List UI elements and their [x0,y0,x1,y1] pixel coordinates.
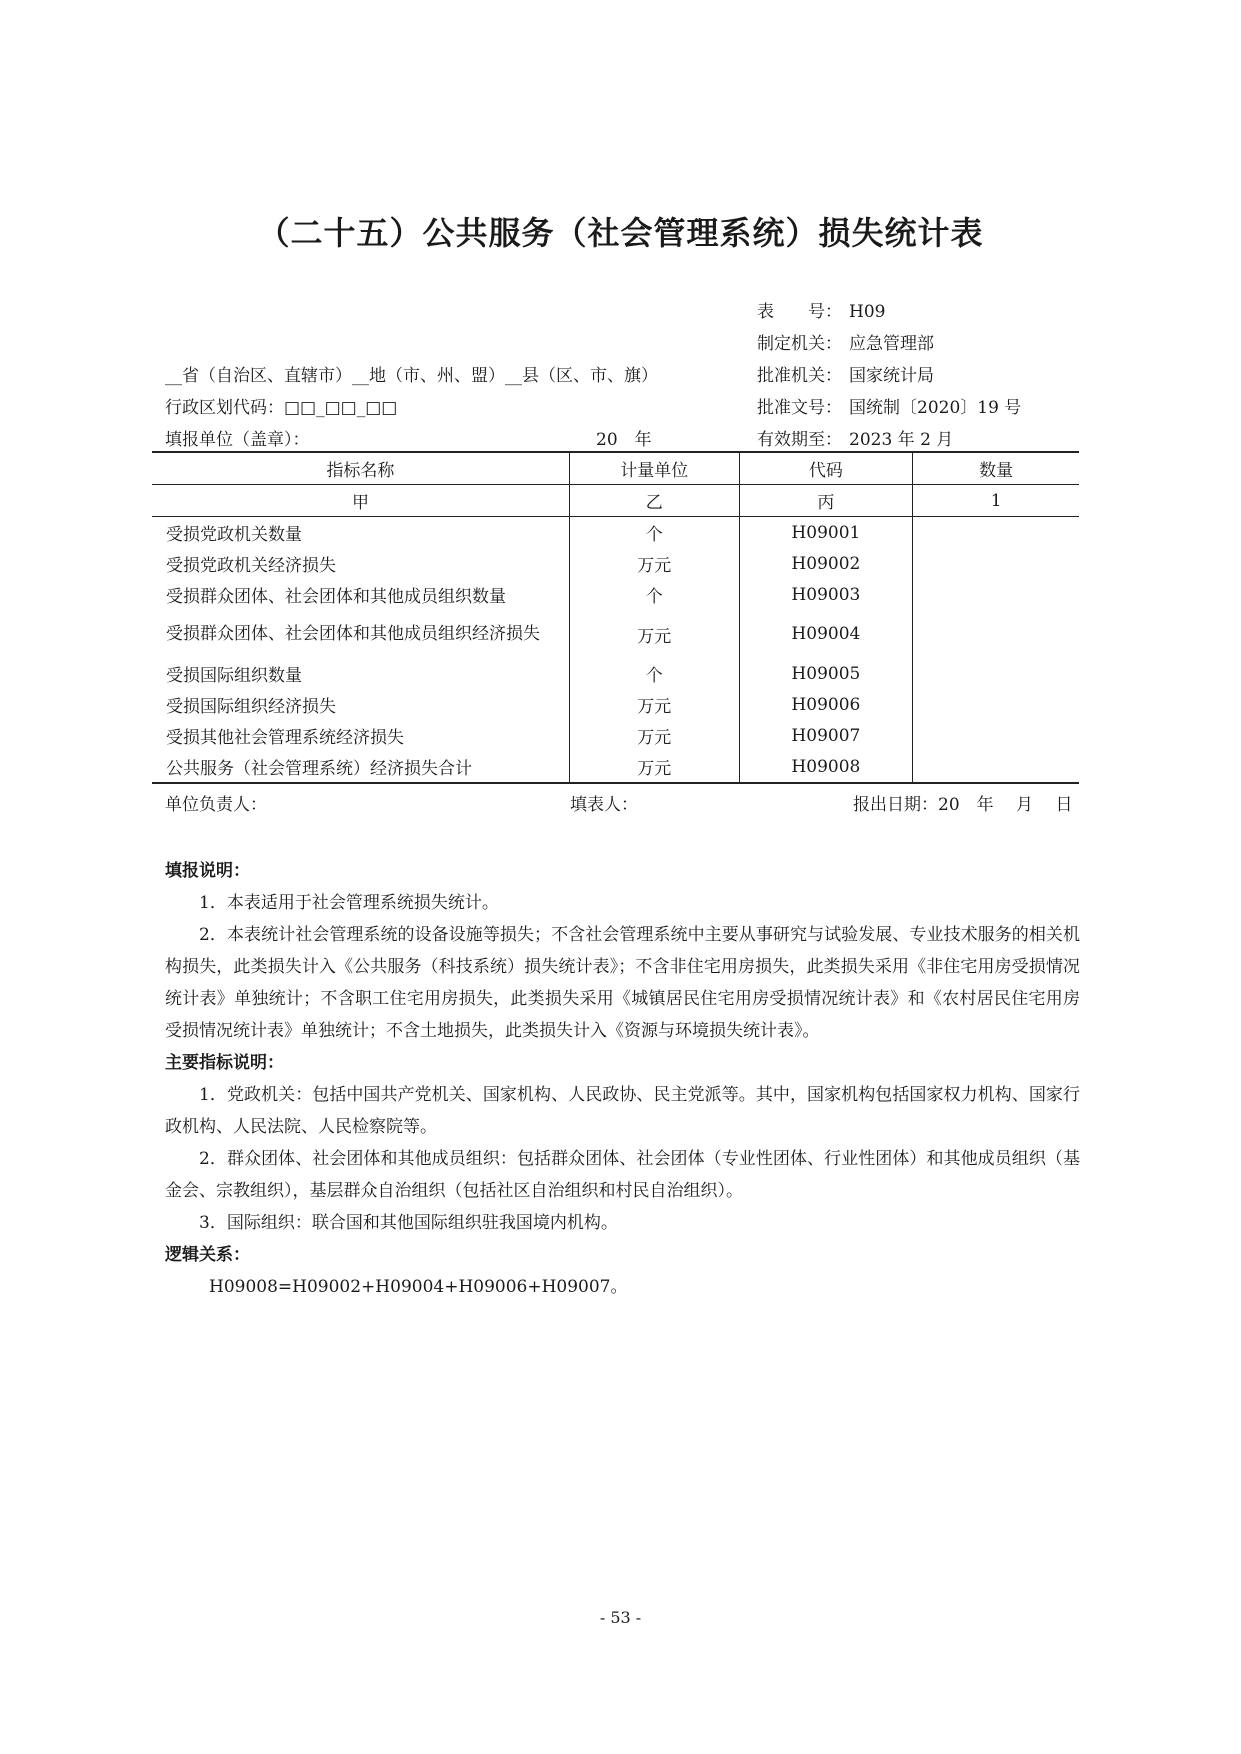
table-row [152,720,1079,751]
form-number: 表 号： H09 [757,302,886,322]
table-row [152,517,1079,549]
report-date-label: 报出日期：20 年 月 日 [853,795,1073,815]
table-header-row [152,452,1079,485]
subheader-yi: 乙 [569,485,739,517]
row-code: H09004 [739,610,913,658]
table-row-total [152,751,1079,783]
logic-relation-heading: 逻辑关系： [165,1245,250,1265]
row-quantity-input[interactable] [913,751,1079,783]
row-unit: 万元 [569,548,739,579]
row-indicator: 受损国际组织经济损失 [166,697,336,717]
fill-instruction-item: 1．本表适用于社会管理系统损失统计。 [199,893,499,913]
region-line: __省（自治区、直辖市）__地（市、州、盟）__县（区、市、旗） [165,366,658,386]
loss-statistics-table [152,451,1079,784]
column-header-indicator: 指标名称 [152,452,569,485]
page-title: （二十五）公共服务（社会管理系统）损失统计表 [257,214,984,252]
row-code: H09002 [739,548,913,579]
row-unit: 个 [569,579,739,610]
row-code: H09003 [739,579,913,610]
row-unit: 万元 [569,689,739,720]
indicator-note-item: 1．党政机关：包括中国共产党机关、国家机构、人民政协、民主党派等。其中，国家机构包括国家权力机构、国家行政机构、人民法院、人民检察院等。 [165,1085,1080,1137]
row-indicator: 受损国际组织数量 [166,666,302,686]
row-code: H09005 [739,658,913,689]
row-quantity-input[interactable] [913,517,1079,549]
table-subheader-row [152,485,1079,517]
subheader-bing: 丙 [739,485,913,517]
row-indicator: 受损其他社会管理系统经济损失 [166,728,404,748]
fill-instruction-item: 2．本表统计社会管理系统的设备设施等损失；不含社会管理系统中主要从事研究与试验发展、专业技术服务的相关机构损失，此类损失计入《公共服务（科技系统）损失统计表》；不含非住宅用房损失，此类损失采用《非住宅用房受损情况统计表》单独统计；不含职工住宅用房损失，此类损失采用《城镇居民住宅用房受损情况统计表》和《农村居民住宅用房受损情况统计表》单独统计；不含土地损失，此类损失计入《资源与环境损失统计表》。 [165,925,1080,1041]
column-header-quantity: 数量 [913,452,1079,485]
report-year: 20 年 [596,430,652,450]
table-row [152,689,1079,720]
row-indicator: 受损群众团体、社会团体和其他成员组织经济损失 [166,624,540,644]
region-code-line: 行政区划代码：□□_□□_□□ [165,398,398,418]
row-unit: 万元 [569,720,739,751]
table-row [152,579,1079,610]
reporting-unit-line: 填报单位（盖章）： [165,430,310,450]
row-indicator: 公共服务（社会管理系统）经济损失合计 [152,751,569,783]
indicator-notes-heading: 主要指标说明： [165,1053,284,1073]
row-quantity-input[interactable] [913,579,1079,610]
row-quantity-input[interactable] [913,548,1079,579]
filler-label: 填表人： [570,795,638,815]
row-quantity-input[interactable] [913,689,1079,720]
approval-number: 批准文号： 国统制〔2020〕19 号 [757,398,1022,418]
logic-formula: H09008=H09002+H09004+H09006+H09007。 [209,1277,628,1297]
row-unit: 万元 [569,610,739,658]
valid-until: 有效期至： 2023 年 2 月 [757,430,954,450]
row-unit: 万元 [569,751,739,783]
unit-responsible-label: 单位负责人： [165,795,267,815]
column-header-code: 代码 [739,452,913,485]
column-header-unit: 计量单位 [569,452,739,485]
table-row [152,610,1079,658]
subheader-one: 1 [913,485,1079,517]
table-row [152,548,1079,579]
fill-instructions-heading: 填报说明： [165,861,250,881]
row-code: H09007 [739,720,913,751]
issuing-authority: 制定机关： 应急管理部 [757,334,934,354]
row-code: H09008 [739,751,913,783]
subheader-jia: 甲 [152,485,569,517]
row-code: H09006 [739,689,913,720]
row-indicator: 受损党政机关经济损失 [166,556,336,576]
row-quantity-input[interactable] [913,658,1079,689]
row-unit: 个 [569,658,739,689]
approving-authority: 批准机关： 国家统计局 [757,366,934,386]
indicator-note-item: 3．国际组织：联合国和其他国际组织驻我国境内机构。 [199,1213,618,1233]
row-unit: 个 [569,517,739,549]
row-indicator: 受损群众团体、社会团体和其他成员组织数量 [166,587,506,607]
row-quantity-input[interactable] [913,720,1079,751]
row-code: H09001 [739,517,913,549]
indicator-note-item: 2．群众团体、社会团体和其他成员组织：包括群众团体、社会团体（专业性团体、行业性团体）和其他成员组织（基金会、宗教组织），基层群众自治组织（包括社区自治组织和村民自治组织）。 [165,1149,1080,1201]
table-row [152,658,1079,689]
row-indicator: 受损党政机关数量 [166,525,302,545]
instructions-section [165,855,1080,1303]
page-number: - 53 - [599,1608,642,1627]
row-quantity-input[interactable] [913,610,1079,658]
